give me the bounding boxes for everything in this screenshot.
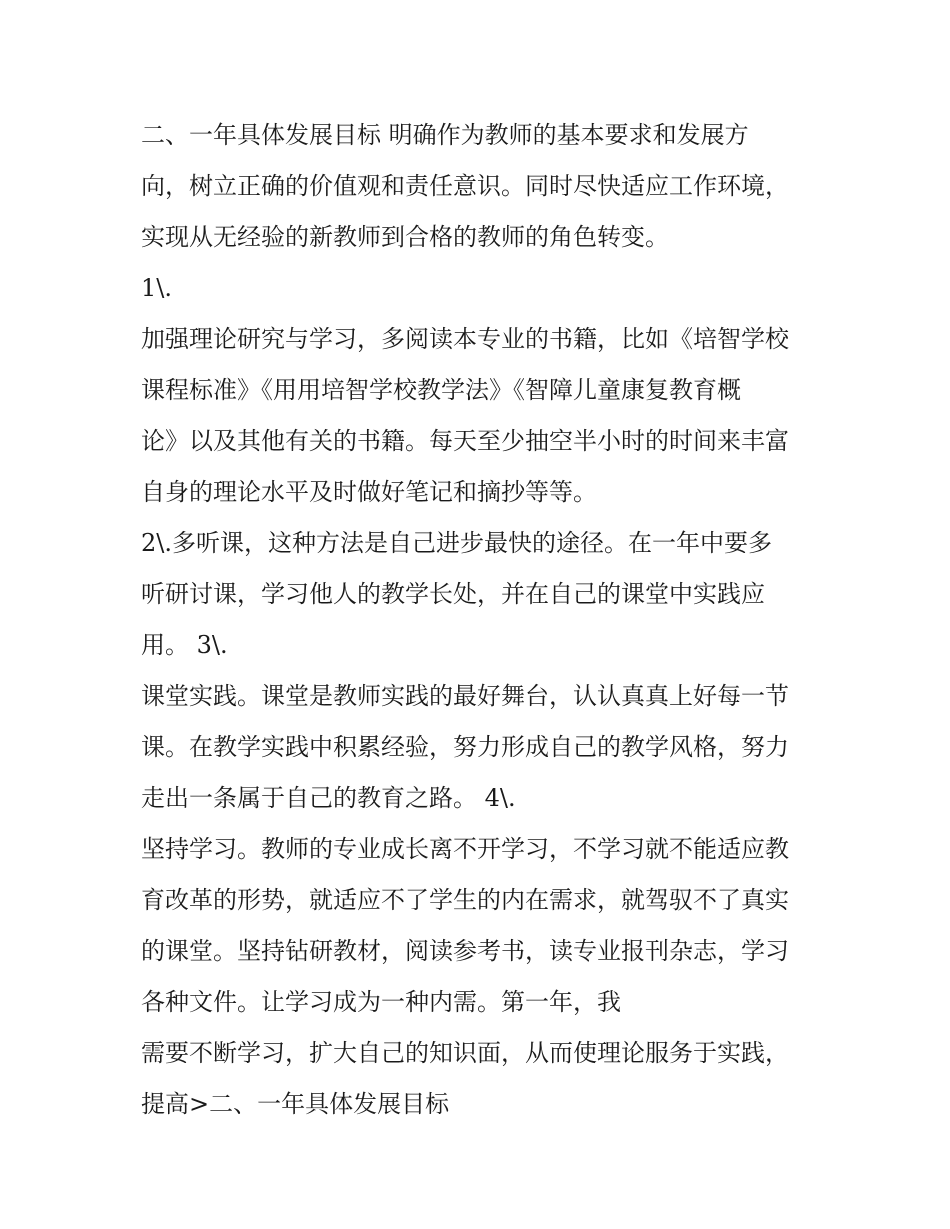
text-line: 自身的理论水平及时做好笔记和摘抄等等。 <box>141 478 597 506</box>
text-line: 育改革的形势，就适应不了学生的内在需求，就驾驭不了真实 <box>141 886 789 914</box>
text-line: 加强理论研究与学习，多阅读本专业的书籍，比如《培智学校 <box>141 325 789 353</box>
text-line: 课程标准》《用用培智学校教学法》《智障儿童康复教育概 <box>141 376 741 404</box>
text-line: 需要不断学习，扩大自己的知识面，从而使理论服务于实践， <box>141 1039 789 1067</box>
text-line: 的课堂。坚持钻研教材，阅读参考书，读专业报刊杂志，学习 <box>141 937 789 965</box>
text-line: 1\. <box>141 274 172 302</box>
text-line: 坚持学习。教师的专业成长离不开学习，不学习就不能适应教 <box>141 835 789 863</box>
text-line: 论》以及其他有关的书籍。每天至少抽空半小时的时间来丰富 <box>141 427 789 455</box>
text-line: 课堂实践。课堂是教师实践的最好舞台，认认真真上好每一节 <box>141 682 789 710</box>
text-line: 课。在教学实践中积累经验，努力形成自己的教学风格，努力 <box>141 733 789 761</box>
text-line: 实现从无经验的新教师到合格的教师的角色转变。 <box>141 223 669 251</box>
document-body <box>141 110 821 1130</box>
text-line: 听研讨课，学习他人的教学长处，并在自己的课堂中实践应 <box>141 580 765 608</box>
text-line: 各种文件。让学习成为一种内需。第一年，我 <box>141 988 621 1016</box>
text-line: 向，树立正确的价值观和责任意识。同时尽快适应工作环境， <box>141 172 789 200</box>
text-line: 走出一条属于自己的教育之路。 4\. <box>141 784 516 812</box>
text-line: 用。 3\. <box>141 631 228 659</box>
text-line: 2\.多听课，这种方法是自己进步最快的途径。在一年中要多 <box>141 529 772 557</box>
text-line: 二、一年具体发展目标 明确作为教师的基本要求和发展方 <box>141 121 749 149</box>
text-line: 提高>二、一年具体发展目标 <box>141 1090 450 1118</box>
